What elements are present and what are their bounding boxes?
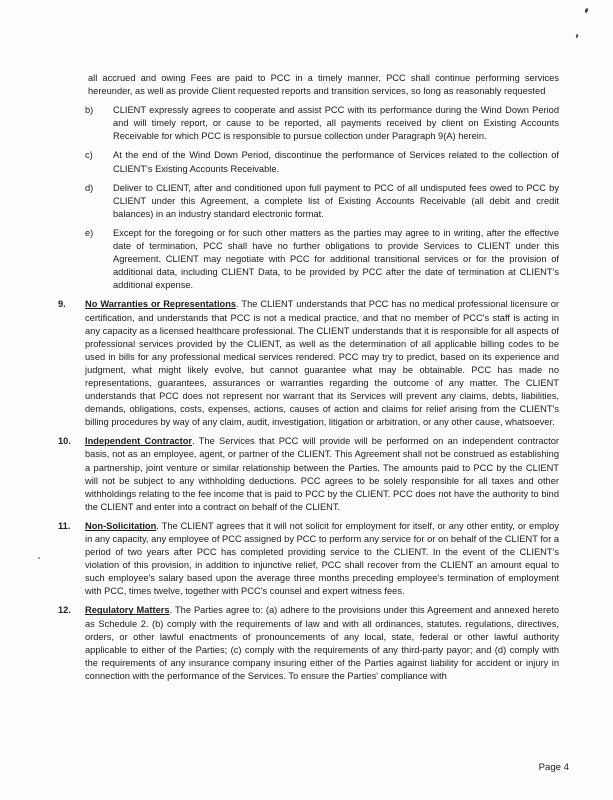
- list-item-b: [85, 104, 559, 143]
- item-label: e): [85, 227, 94, 238]
- section-number: 9.: [58, 299, 66, 310]
- scan-artifact: [584, 8, 589, 14]
- item-text: Except for the foregoing or for such other matters as the parties may agree to in writing, after the effective date of termination, PCC shall have no further obligations to provide Services to CLIENT under this Agreement. CLIENT may negotiate with PCC for additional transitional services or for the provision of additional data, including CLIENT Data, to be provided by PCC after the date of termination at CLIENT's additional expense.: [113, 227, 559, 291]
- paragraph-continuation: all accrued and owing Fees are paid to PCC in a timely manner, PCC shall continue performing services hereunder, as well as provide Client requested reports and transition services, so long as reasonably requested: [88, 73, 559, 97]
- section-text: [85, 435, 559, 514]
- section-heading: Regulatory Matters: [85, 605, 170, 616]
- item-text: CLIENT expressly agrees to cooperate and assist PCC with its performance during the Wind Down Period and will timely report, or cause to be reported, all payments received by client on Existing Accounts Receivable for which PCC is responsible to pursue collection under Paragraph 9(A) herein.: [113, 105, 559, 142]
- item-label: b): [85, 105, 94, 116]
- section-text: [85, 604, 559, 683]
- item-label: c): [85, 150, 93, 161]
- section-heading: Independent Contractor: [85, 436, 193, 447]
- item-text: At the end of the Wind Down Period, discontinue the performance of Services related to the collection of CLIENT's Existing Accounts Receivable.: [113, 150, 559, 174]
- section-10-independent-contractor: [58, 435, 559, 514]
- section-text: [85, 298, 559, 429]
- scan-artifact: [38, 557, 40, 559]
- section-11-non-solicitation: [58, 520, 559, 599]
- list-item-e: [85, 227, 559, 292]
- section-number: 12.: [58, 605, 71, 616]
- item-text: Deliver to CLIENT, after and conditioned upon full payment to PCC of all undisputed fees owed to PCC by CLIENT under this Agreement, a complete list of Existing Accounts Receivable (all debit and credit balances) in an industry standard electronic format.: [113, 182, 559, 219]
- list-item-d: [85, 182, 559, 221]
- section-number: 11.: [58, 520, 71, 531]
- scan-artifact: [576, 34, 579, 38]
- section-heading: Non-Solicitation: [85, 520, 157, 531]
- item-label: d): [85, 182, 94, 193]
- page-number: Page 4: [538, 761, 569, 773]
- section-9-no-warranties: [58, 298, 559, 429]
- document-body: [58, 72, 559, 689]
- section-body-text: . The CLIENT agrees that it will not solicit for employment for itself, or any other entity, or employ in any capacity, any employee of PCC assigned by PCC to perform any service for or on behalf of the CLIENT for a period of two years after PCC has completed providing service to the CLIENT. In the event of the CLIENT's violation of this provision, in addition to injunctive relief, PCC shall recover from the CLIENT an amount equal to such employee's salary based upon the average three months preceding employee's termination of employment with PCC, times twelve, together with PCC's counsel and expert witness fees.: [85, 520, 559, 597]
- list-item-c: [85, 149, 559, 175]
- section-body-text: . The Parties agree to: (a) adhere to the provisions under this Agreement and annexed hereto as Schedule 2. (b) comply with the requirements of law and with all ordinances, statutes. regulations, directives, orders, or other lawful enactments of pronouncements of any local, state, federal or other lawful authority applicable to either of the Parties; (c) comply with the requirements of any third-party payor; and (d) comply with the requirements of any insurance company insuring either of the Parties against liability for accident or injury in connection with the performance of the Services. To ensure the Parties' compliance with: [85, 605, 559, 681]
- section-text: [85, 520, 559, 599]
- section-12-regulatory-matters: [58, 604, 559, 683]
- section-body-text: . The Services that PCC will provide will be performed on an independent contractor basis, not as an employee, agent, or partner of the CLIENT. This Agreement shall not be construed as establishing a partnership, joint venture or similar relationship between the Parties. The amounts paid to PCC by the CLIENT will not be subject to any withholding deductions. PCC agrees to be solely responsible for all taxes and other withholdings relating to the fee income that is paid to PCC by the CLIENT. PCC does not have the authority to bind the CLIENT and enter into a contract on behalf of the CLIENT.: [85, 436, 559, 512]
- section-heading: No Warranties or Representations: [85, 299, 237, 310]
- section-body-text: . The CLIENT understands that PCC has no medical professional licensure or certification, and understands that PCC is not a medical practice, and that no member of PCC's staff is acting in any capacity as a licensed healthcare professional. The CLIENT understands that it is responsible for all aspects of professional services provided by the CLIENT, as well as the determination of all applicable billing codes to be used in bills for any professional medical services rendered. PCC may try to predict, based on its experience and judgment, what might likely evolve, but cannot guarantee what may be obtainable. PCC has made no representations, guarantees, assurances or warranties regarding the outcome of any matter. The CLIENT understands that PCC does not represent nor warrant that its Services will prevent any claims, debts, liabilities, demands, obligations, costs, expenses, actions, causes of action and claims for relief arising from the CLIENT's billing procedures by way of any claim, audit, investigation, litigation or arbitration, or any other cause, whatsoever.: [85, 299, 559, 428]
- section-number: 10.: [58, 436, 71, 447]
